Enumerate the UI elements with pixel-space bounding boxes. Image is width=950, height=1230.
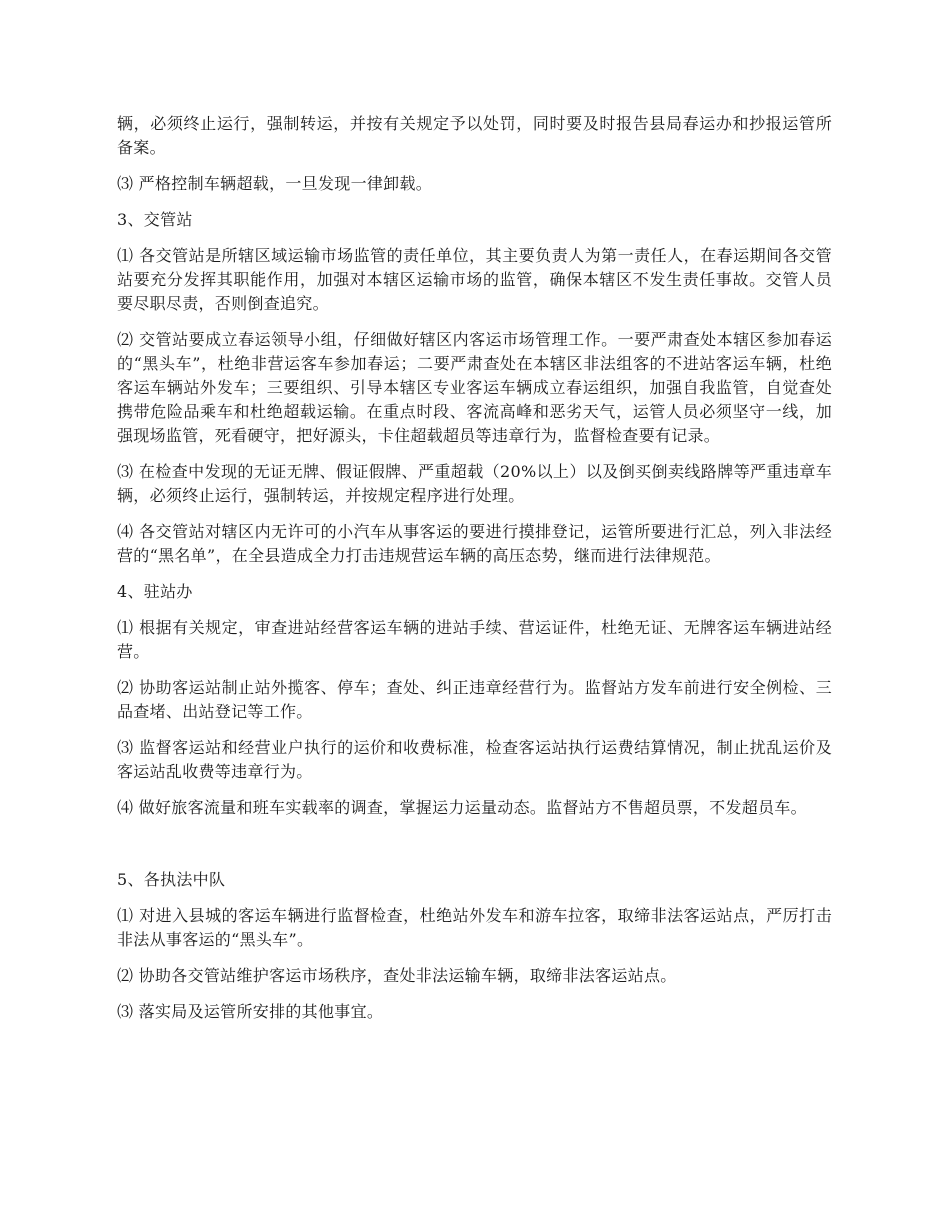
paragraph-item-3-1: ⑴ 各交管站是所辖区域运输市场监管的责任单位，其主要负责人为第一责任人，在春运期间各交管站要充分发挥其职能作用，加强对本辖区运输市场的监管，确保本辖区不发生责任事故。交管人员要尽职尽责，否则倒查追究。	[117, 246, 832, 313]
paragraph-item-5-2: ⑵ 协助各交管站维护客运市场秩序，查处非法运输车辆，取缔非法客运站点。	[117, 966, 677, 985]
paragraph-item-5-3: ⑶ 落实局及运管所安排的其他事宜。	[117, 1002, 384, 1021]
paragraph-item-4-2: ⑵ 协助客运站制止站外揽客、停车；查处、纠正违章经营行为。监督站方发车前进行安全例检、三品查堵、出站登记等工作。	[117, 678, 832, 721]
paragraph-item-4-3: ⑶ 监督客运站和经营业户执行的运价和收费标准，检查客运站执行运费结算情况，制止扰乱运价及客运站乱收费等违章行为。	[117, 738, 832, 781]
paragraph-item-3-4: ⑷ 各交管站对辖区内无许可的小汽车从事客运的要进行摸排登记，运管所要进行汇总，列入非法经营的“黑名单”，在全县造成全力打击违规营运车辆的高压态势，继而进行法律规范。	[117, 522, 832, 565]
paragraph-item-5-1: ⑴ 对进入县城的客运车辆进行监督检查，杜绝站外发车和游车拉客，取缔非法客运站点，严厉打击非法从事客运的“黑头车”。	[117, 906, 832, 949]
paragraph-item-2-3: ⑶ 严格控制车辆超载，一旦发现一律卸载。	[117, 174, 433, 193]
section-heading-4: 4、驻站办	[117, 582, 193, 601]
blank-gap	[117, 832, 832, 868]
section-heading-5: 5、各执法中队	[117, 870, 226, 889]
paragraph-continuation: 辆，必须终止运行，强制转运，并按有关规定予以处罚，同时要及时报告县局春运办和抄报运管所备案。	[117, 114, 832, 157]
paragraph-item-4-1: ⑴ 根据有关规定，审查进站经营客运车辆的进站手续、营运证件，杜绝无证、无牌客运车辆进站经营。	[117, 618, 832, 661]
paragraph-item-4-4: ⑷ 做好旅客流量和班车实载率的调查，掌握运力运量动态。监督站方不售超员票，不发超员车。	[117, 798, 807, 817]
section-heading-3: 3、交管站	[117, 210, 193, 229]
document-page	[117, 112, 832, 1036]
paragraph-item-3-3: ⑶ 在检查中发现的无证无牌、假证假牌、严重超载（20%以上）以及倒买倒卖线路牌等严重违章车辆，必须终止运行，强制转运，并按规定程序进行处理。	[117, 462, 832, 505]
paragraph-item-3-2: ⑵ 交管站要成立春运领导小组，仔细做好辖区内客运市场管理工作。一要严肃查处本辖区参加春运的“黑头车”，杜绝非营运客车参加春运；二要严肃查处在本辖区非法组客的不进站客运车辆，杜绝客运车辆站外发车；三要组织、引导本辖区专业客运车辆成立春运组织，加强自我监管，自觉查处携带危险品乘车和杜绝超载运输。在重点时段、客流高峰和恶劣天气，运管人员必须坚守一线，加强现场监管，死看硬守，把好源头，卡住超载超员等违章行为，监督检查要有记录。	[117, 330, 832, 445]
